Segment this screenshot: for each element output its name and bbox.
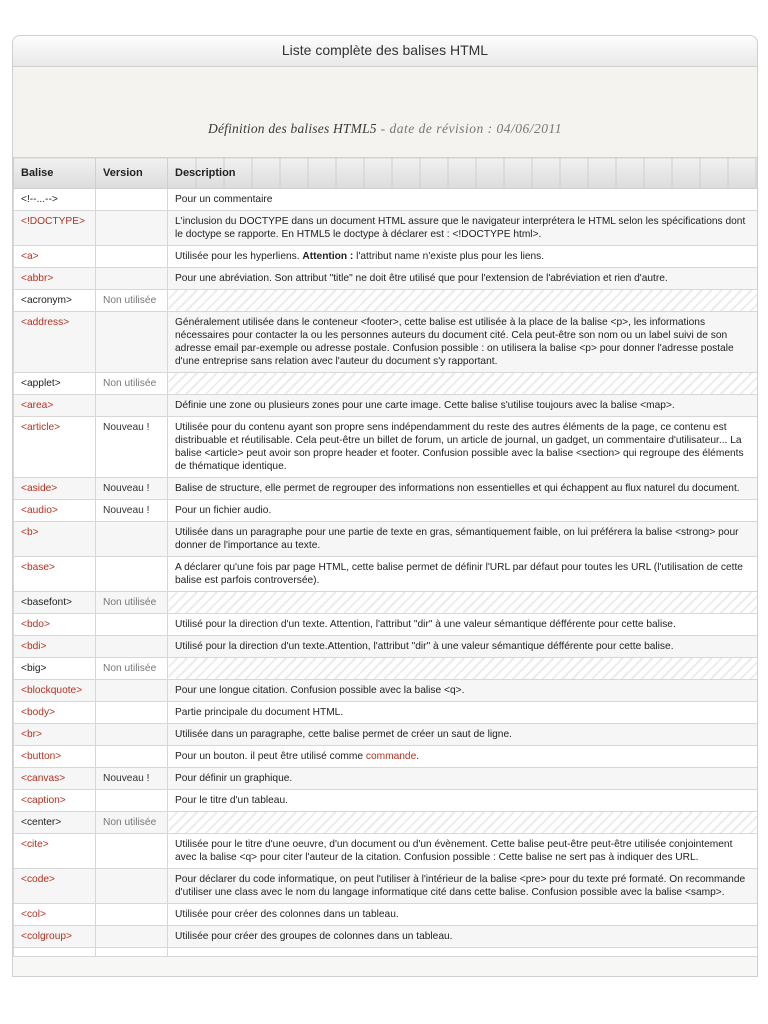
tag-cell: <center> <box>14 812 96 834</box>
version-cell <box>96 557 168 592</box>
table-row <box>14 680 758 702</box>
description-cell <box>168 948 758 957</box>
table-row <box>14 522 758 557</box>
description-cell: Utilisé pour la direction d'un texte. Attention, l'attribut "dir" à une valeur sémantique défférente pour cette balise. <box>168 614 758 636</box>
revision-date: date de révision : 04/06/2011 <box>389 121 562 136</box>
description-cell: Utilisée pour créer des colonnes dans un tableau. <box>168 904 758 926</box>
table-row <box>14 926 758 948</box>
version-cell <box>96 268 168 290</box>
tag-cell[interactable]: <colgroup> <box>14 926 96 948</box>
version-cell <box>96 869 168 904</box>
table-row <box>14 211 758 246</box>
tag-cell[interactable]: <abbr> <box>14 268 96 290</box>
subtitle-main: Définition des balises HTML5 <box>208 121 377 136</box>
description-cell <box>168 658 758 680</box>
table-row <box>14 948 758 957</box>
table-row <box>14 592 758 614</box>
table-row <box>14 746 758 768</box>
description-cell: Définie une zone ou plusieurs zones pour une carte image. Cette balise s'utilise toujours avec la balise <map>. <box>168 395 758 417</box>
table-row <box>14 290 758 312</box>
table-row <box>14 812 758 834</box>
tags-table <box>13 157 758 957</box>
tag-cell[interactable]: <bdo> <box>14 614 96 636</box>
version-cell: Non utilisée <box>96 290 168 312</box>
tag-cell[interactable]: <button> <box>14 746 96 768</box>
description-cell: Utilisée dans un paragraphe, cette balise permet de créer un saut de ligne. <box>168 724 758 746</box>
table-row <box>14 790 758 812</box>
description-cell: Pour définir un graphique. <box>168 768 758 790</box>
tag-cell[interactable]: <caption> <box>14 790 96 812</box>
description-cell: Pour le titre d'un tableau. <box>168 790 758 812</box>
description-cell: Pour déclarer du code informatique, on peut l'utiliser à l'intérieur de la balise <pre> pour du texte pré formaté. On recommande d'utiliser une class avec le nom du langage informatique cité dans cette balise. Confusion possible avec la balise <samp>. <box>168 869 758 904</box>
tag-cell[interactable]: <bdi> <box>14 636 96 658</box>
tag-cell[interactable]: <body> <box>14 702 96 724</box>
column-header-balise[interactable]: Balise <box>14 158 96 189</box>
table-row <box>14 500 758 522</box>
description-text-end: . <box>416 751 420 762</box>
description-cell: Utilisée pour le titre d'une oeuvre, d'un document ou d'un évènement. Cette balise peut-être peut-être utilisée conjointement avec la balise <q> pour citer l'auteur de la citation. Confusion possible : Cette balise ne sert pas à indiquer des URL. <box>168 834 758 869</box>
version-cell <box>96 904 168 926</box>
table-row <box>14 702 758 724</box>
version-cell <box>96 926 168 948</box>
tag-cell[interactable]: <!DOCTYPE> <box>14 211 96 246</box>
description-text: Pour un bouton. il peut être utilisé comme <box>175 751 366 762</box>
description-cell: Utilisée pour créer des groupes de colonnes dans un tableau. <box>168 926 758 948</box>
table-row <box>14 614 758 636</box>
tag-cell[interactable]: <b> <box>14 522 96 557</box>
table-row <box>14 395 758 417</box>
version-cell <box>96 834 168 869</box>
description-cell: L'inclusion du DOCTYPE dans un document HTML assure que le navigateur interprétera le HTML selon les spécifications dont le doctype se rapporte. En HTML5 le doctype à déclarer est : <!DOCTYPE html>. <box>168 211 758 246</box>
description-cell: A déclarer qu'une fois par page HTML, cette balise permet de définir l'URL par défaut pour toutes les URL (l'utilisation de cette balise est parfois controversée). <box>168 557 758 592</box>
subtitle-area <box>13 67 757 157</box>
version-cell <box>96 790 168 812</box>
tag-cell[interactable]: <blockquote> <box>14 680 96 702</box>
version-cell: Nouveau ! <box>96 768 168 790</box>
table-row <box>14 834 758 869</box>
version-cell <box>96 680 168 702</box>
table-row <box>14 658 758 680</box>
table-row <box>14 268 758 290</box>
tag-cell: <applet> <box>14 373 96 395</box>
version-cell <box>96 246 168 268</box>
tag-cell[interactable]: <article> <box>14 417 96 478</box>
version-cell: Nouveau ! <box>96 417 168 478</box>
version-cell <box>96 702 168 724</box>
description-cell: Balise de structure, elle permet de regrouper des informations non essentielles et qui échappent au flux naturel du document. <box>168 478 758 500</box>
version-cell <box>96 522 168 557</box>
table-row <box>14 417 758 478</box>
tag-cell[interactable]: <a> <box>14 246 96 268</box>
description-cell: Utilisée dans un paragraphe pour une partie de texte en gras, sémantiquement faible, on lui préférera la balise <strong> pour donner de l'importance au texte. <box>168 522 758 557</box>
description-cell: Pour un commentaire <box>168 189 758 211</box>
description-cell <box>168 812 758 834</box>
version-cell <box>96 189 168 211</box>
subtitle <box>13 121 757 137</box>
tag-cell[interactable]: <code> <box>14 869 96 904</box>
table-row <box>14 246 758 268</box>
tag-cell[interactable]: <base> <box>14 557 96 592</box>
tag-cell[interactable]: <audio> <box>14 500 96 522</box>
description-cell <box>168 746 758 768</box>
table-row <box>14 869 758 904</box>
tag-cell: <!--...--> <box>14 189 96 211</box>
table-row <box>14 557 758 592</box>
tag-cell[interactable]: <aside> <box>14 478 96 500</box>
tag-cell[interactable]: <address> <box>14 312 96 373</box>
column-header-version[interactable]: Version <box>96 158 168 189</box>
description-cell: Partie principale du document HTML. <box>168 702 758 724</box>
description-link[interactable]: commande <box>365 751 417 762</box>
table-row <box>14 373 758 395</box>
version-cell <box>96 636 168 658</box>
description-text-end: l'attribut name n'existe plus pour les liens. <box>353 251 545 262</box>
table-body <box>14 189 758 957</box>
table-row <box>14 904 758 926</box>
table-header <box>14 158 758 189</box>
table-row <box>14 768 758 790</box>
tag-cell[interactable]: <br> <box>14 724 96 746</box>
tag-cell[interactable]: <canvas> <box>14 768 96 790</box>
description-cell <box>168 592 758 614</box>
table-row <box>14 724 758 746</box>
page-title: Liste complète des balises HTML <box>13 36 757 67</box>
table-row <box>14 636 758 658</box>
tag-cell[interactable] <box>14 948 96 957</box>
description-cell: Généralement utilisée dans le conteneur <footer>, cette balise est utilisée à la place de la balise <p>, les informations nécessaires pour contacter la ou les personnes auteurs du document cité. Cela peut-être son nom ou un label suivi de son adresse email par-exemple ou adresse postale. Confusion possible : on utilisera la balise <p> pour donner l'adresse postale d'une entreprise sans relation avec l'auteur du document s'y rapportant. <box>168 312 758 373</box>
tag-cell[interactable]: <area> <box>14 395 96 417</box>
table-row <box>14 478 758 500</box>
description-cell: Utilisé pour la direction d'un texte.Attention, l'attribut "dir" à une valeur sémantique défférente pour cette balise. <box>168 636 758 658</box>
description-bold: Attention : <box>302 251 354 262</box>
tag-cell: <acronym> <box>14 290 96 312</box>
description-cell: Pour une abréviation. Son attribut "title" ne doit être utilisé que pour l'extension de l'abréviation et rien d'autre. <box>168 268 758 290</box>
description-cell <box>168 373 758 395</box>
tag-cell[interactable]: <cite> <box>14 834 96 869</box>
version-cell <box>96 746 168 768</box>
version-cell: Non utilisée <box>96 592 168 614</box>
version-cell <box>96 312 168 373</box>
table-row <box>14 189 758 211</box>
version-cell: Non utilisée <box>96 373 168 395</box>
version-cell: Non utilisée <box>96 812 168 834</box>
version-cell: Non utilisée <box>96 658 168 680</box>
description-text: Utilisée pour les hyperliens. <box>175 251 303 262</box>
column-header-description[interactable]: Description <box>168 158 758 189</box>
description-cell: Pour une longue citation. Confusion possible avec la balise <q>. <box>168 680 758 702</box>
version-cell <box>96 395 168 417</box>
version-cell <box>96 948 168 957</box>
version-cell: Nouveau ! <box>96 478 168 500</box>
tag-cell[interactable]: <col> <box>14 904 96 926</box>
tag-cell: <basefont> <box>14 592 96 614</box>
description-cell: Pour un fichier audio. <box>168 500 758 522</box>
version-cell <box>96 724 168 746</box>
subtitle-separator: - <box>376 121 390 136</box>
description-cell <box>168 246 758 268</box>
tag-cell: <big> <box>14 658 96 680</box>
page-panel <box>12 35 758 977</box>
version-cell: Nouveau ! <box>96 500 168 522</box>
version-cell <box>96 211 168 246</box>
table-row <box>14 312 758 373</box>
version-cell <box>96 614 168 636</box>
description-cell: Utilisée pour du contenu ayant son propre sens indépendamment du reste des autres éléments de la page, ce contenu est distribuable et réutilisable. Cela peut-être un billet de forum, un article de journal, un gadget, un commentaire d'utilisateur... La balise <article> peut avoir son propre header et footer. Confusion possible avec la balise <section> qui regroupe des éléments de thématique identique. <box>168 417 758 478</box>
description-cell <box>168 290 758 312</box>
